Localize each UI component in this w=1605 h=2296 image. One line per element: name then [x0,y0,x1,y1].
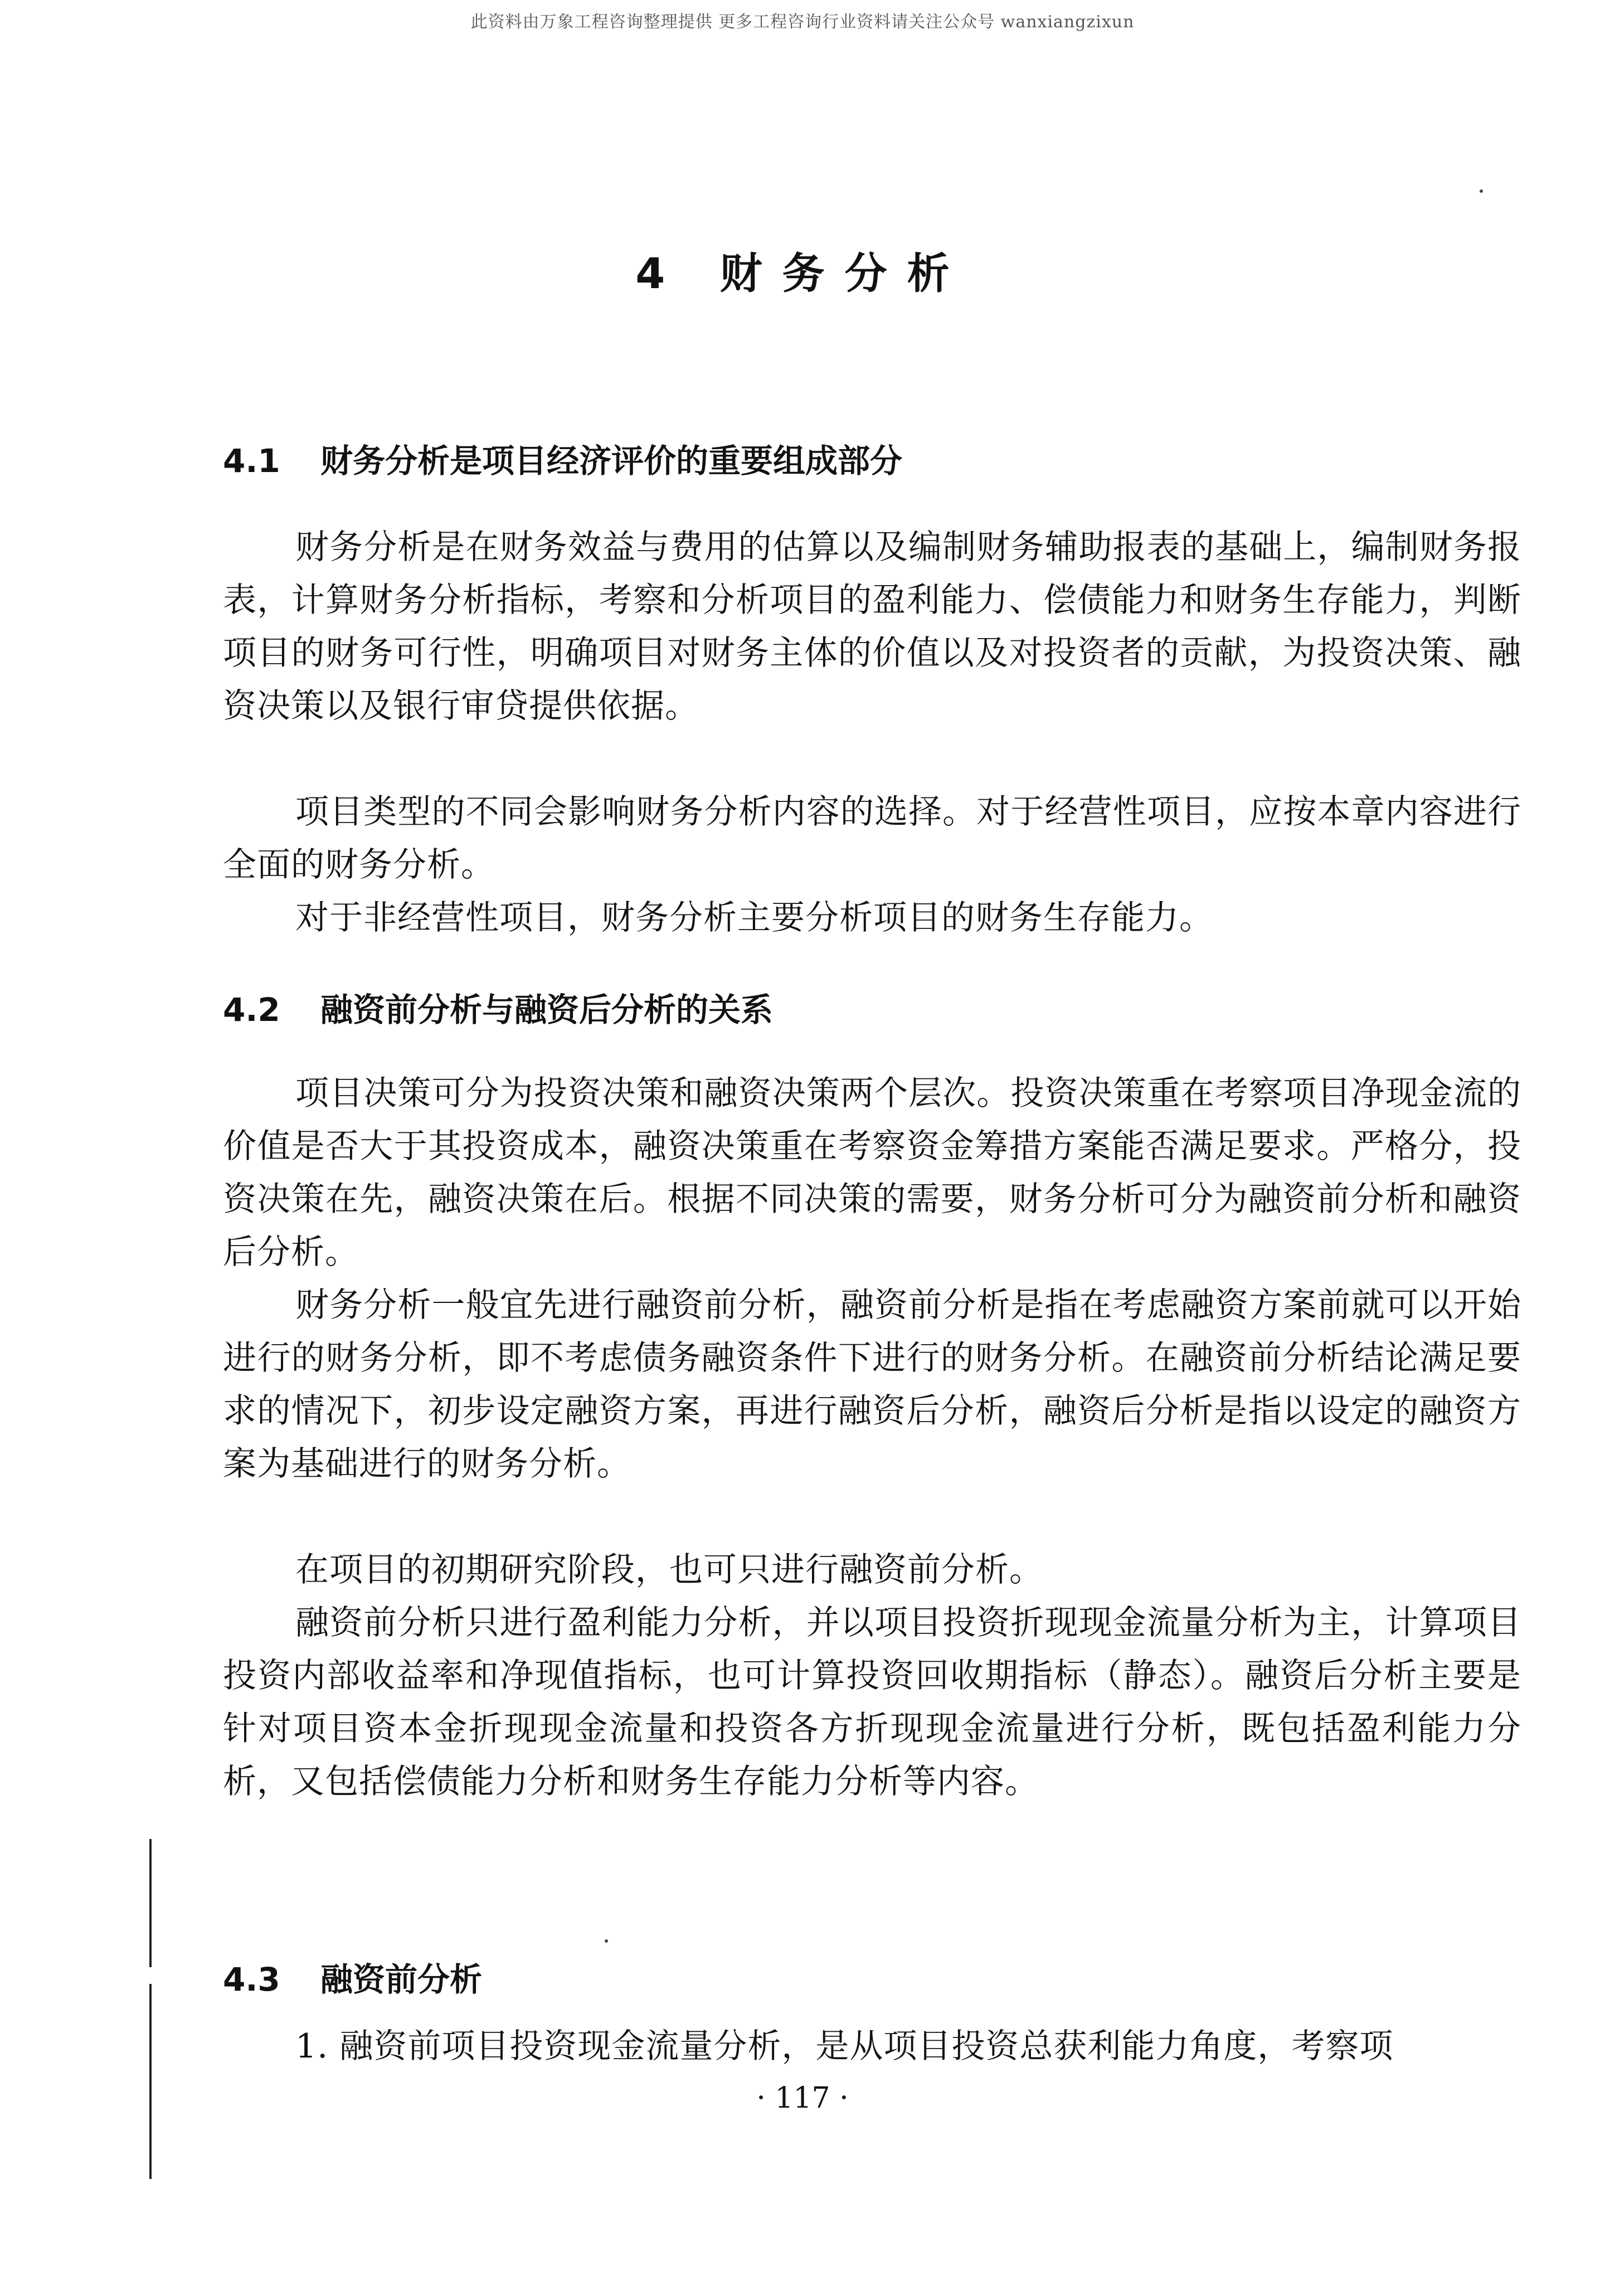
section-title: 融资前分析 [320,1961,483,1998]
binding-margin-line [149,1839,152,1967]
paragraph: 财务分析一般宜先进行融资前分析，融资前分析是指在考虑融资方案前就可以开始进行的财务分析，即不考虑债务融资条件下进行的财务分析。在融资前分析结论满足要求的情况下，初步设定融资方案，再进行融资后分析，融资后分析是指以设定的融资方案为基础进行的财务分析。 [223,1286,1521,1483]
section-heading-4-3 [223,1953,482,2000]
section-title: 财务分析是项目经济评价的重要组成部分 [320,442,903,480]
section-number: 4.1 [223,442,280,480]
binding-margin-line [149,1984,152,2179]
section-heading-4-2 [223,984,773,1030]
section-heading-4-1 [223,435,902,481]
scan-speck [1480,189,1483,193]
section-number: 4.2 [223,991,280,1029]
chapter-title: 4 财务分析 [635,249,970,298]
paragraph: 对于非经营性项目，财务分析主要分析项目的财务生存能力。 [295,898,1213,937]
paragraph: 在项目的初期研究阶段，也可只进行融资前分析。 [295,1550,1043,1589]
paragraph: 1. 融资前项目投资现金流量分析，是从项目投资总获利能力角度，考察项 [295,2027,1394,2066]
watermark-text: 此资料由万象工程咨询整理提供 更多工程咨询行业资料请关注公众号 wanxiangzixun [470,12,1135,32]
section-title: 融资前分析与融资后分析的关系 [320,991,774,1029]
page-number: · 117 · [756,2081,849,2115]
scan-speck [605,1939,608,1943]
paragraph: 项目决策可分为投资决策和融资决策两个层次。投资决策重在考察项目净现金流的价值是否大于其投资成本，融资决策重在考察资金筹措方案能否满足要求。严格分，投资决策在先，融资决策在后。根据不同决策的需要，财务分析可分为融资前分析和融资后分析。 [223,1074,1521,1272]
paragraph: 项目类型的不同会影响财务分析内容的选择。对于经营性项目，应按本章内容进行全面的财务分析。 [223,792,1521,884]
section-number: 4.3 [223,1961,280,1998]
paragraph: 财务分析是在财务效益与费用的估算以及编制财务辅助报表的基础上，编制财务报表，计算财务分析指标，考察和分析项目的盈利能力、偿债能力和财务生存能力，判断项目的财务可行性，明确项目对财务主体的价值以及对投资者的贡献，为投资决策、融资决策以及银行审贷提供依据。 [223,528,1521,726]
paragraph: 融资前分析只进行盈利能力分析，并以项目投资折现现金流量分析为主，计算项目投资内部收益率和净现值指标，也可计算投资回收期指标（静态）。融资后分析主要是针对项目资本金折现现金流量和投资各方折现现金流量进行分析，既包括盈利能力分析，又包括偿债能力分析和财务生存能力分析等内容。 [223,1603,1521,1801]
